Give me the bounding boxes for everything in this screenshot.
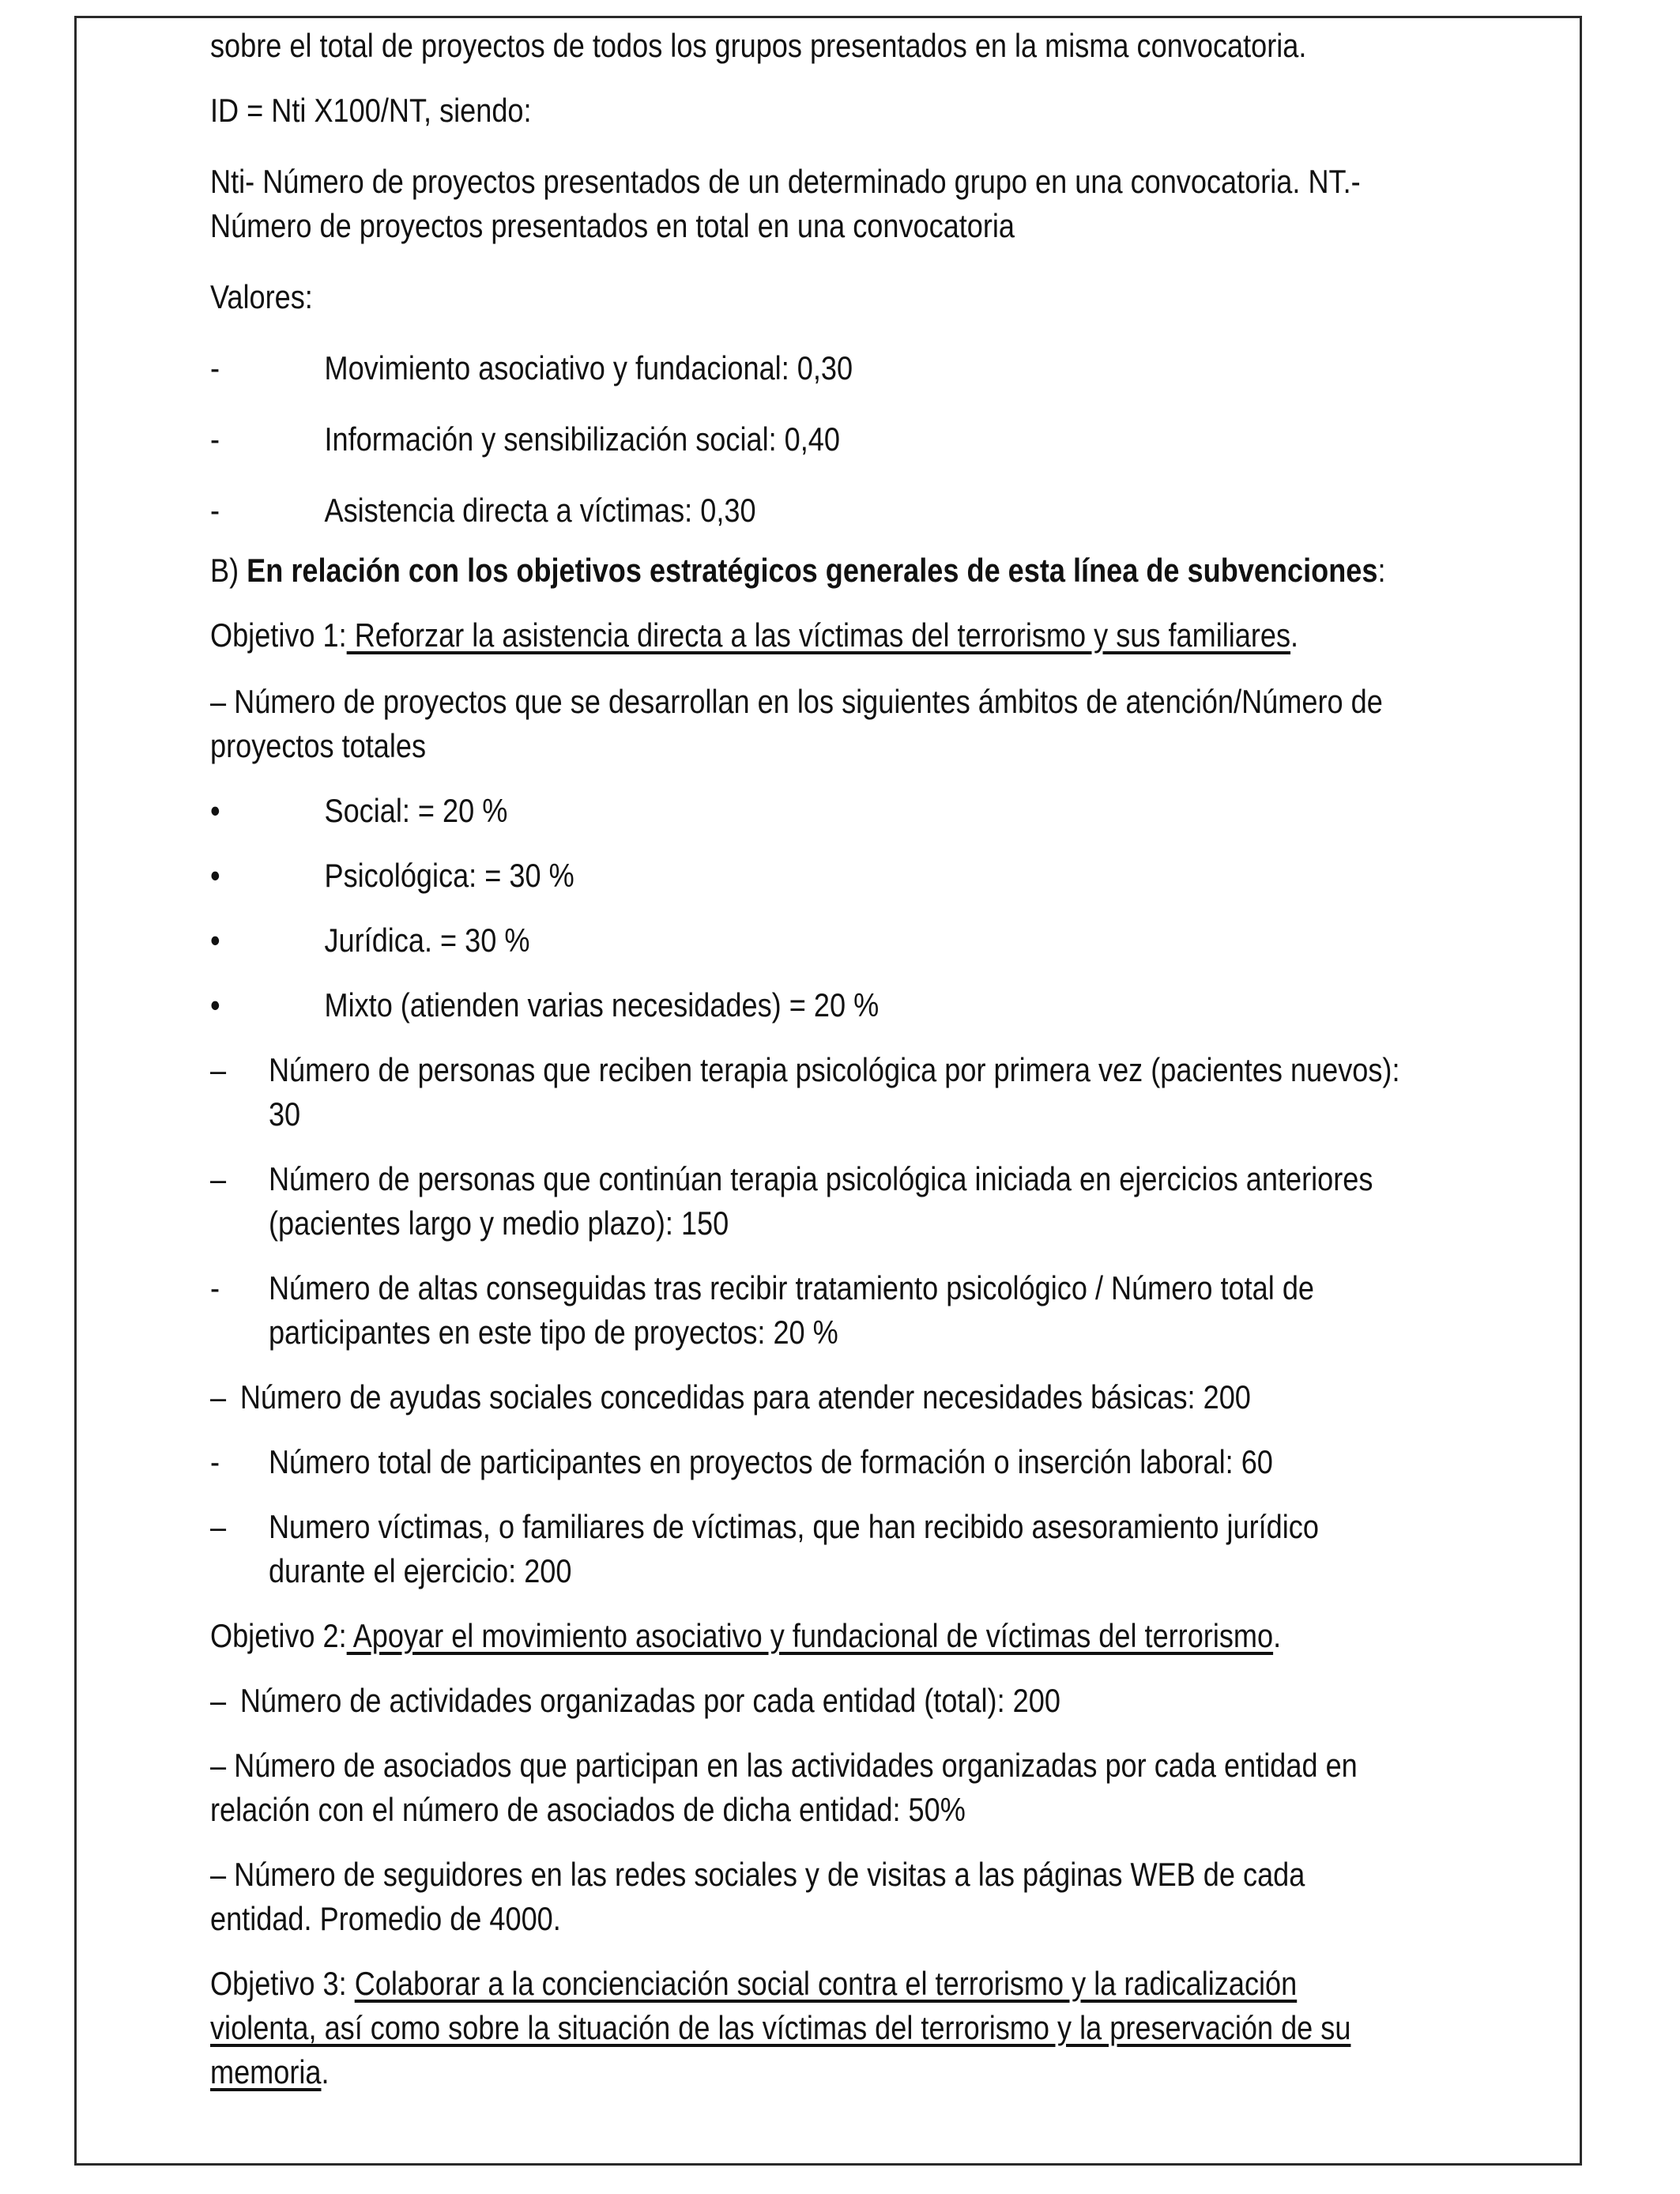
- bullet-marker: •: [210, 792, 220, 829]
- objetivo-3-end: .: [321, 2053, 330, 2090]
- ambito-text: Psicológica: = 30 %: [324, 857, 574, 894]
- formula-line: ID = Nti X100/NT, siendo:: [210, 92, 532, 129]
- valor-item: [210, 346, 1569, 390]
- ambito-text: Mixto (atienden varias necesidades) = 20 %: [324, 986, 880, 1023]
- valores-label: Valores:: [210, 278, 313, 315]
- objetivo-2-end: .: [1273, 1617, 1282, 1654]
- objetivo-1-title: Reforzar la asistencia directa a las víctimas del terrorismo y sus familiares: [346, 616, 1291, 654]
- objetivo-3-title: Colaborar a la concienciación social contra el terrorismo y la radicalización violenta, así como sobre la situación de las víctimas del terrorismo y la preservación de su memoria: [210, 1965, 1351, 2090]
- dash-marker: –: [210, 1682, 227, 1719]
- section-b-prefix: B): [210, 552, 247, 589]
- objetivo-1-label: Objetivo 1:: [210, 616, 347, 654]
- section-b-title: En relación con los objetivos estratégicos generales de esta línea de subvenciones: [247, 552, 1378, 589]
- bullet-marker: •: [210, 857, 220, 894]
- indicador-text: Número de altas conseguidas tras recibir tratamiento psicológico / Número total de participantes en este tipo de proyectos: 20 %: [268, 1269, 1315, 1351]
- indicador-item: [210, 1440, 1407, 1484]
- dash-marker: -: [210, 1443, 220, 1480]
- indicador-item: [210, 1157, 1407, 1246]
- indicador-item: [210, 1048, 1407, 1137]
- ambito-item: [210, 854, 1569, 898]
- document-content: [210, 24, 1569, 2121]
- dash-marker: -: [210, 420, 220, 458]
- objetivo-1-intro: – Número de proyectos que se desarrollan en los siguientes ámbitos de atención/Número de proyectos totales: [210, 683, 1383, 764]
- ambito-item: [210, 983, 1569, 1027]
- dash-marker: -: [210, 1269, 220, 1306]
- ambito-item: [210, 789, 1569, 833]
- valor-text: Información y sensibilización social: 0,40: [324, 420, 840, 458]
- actividades-text: Número de actividades organizadas por cada entidad (total): 200: [239, 1682, 1060, 1719]
- dash-marker: -: [210, 492, 220, 529]
- dash-marker: –: [210, 1160, 227, 1197]
- indicador-item: [210, 1505, 1407, 1593]
- valor-item: [210, 417, 1569, 462]
- seguidores-paragraph: – Número de seguidores en las redes sociales y de visitas a las páginas WEB de cada entidad. Promedio de 4000.: [210, 1856, 1305, 1937]
- objetivo-1-heading: [210, 613, 1569, 658]
- bullet-marker: •: [210, 922, 220, 959]
- objetivo-2-label: Objetivo 2:: [210, 1617, 347, 1654]
- ambito-text: Social: = 20 %: [324, 792, 508, 829]
- intro-line: sobre el total de proyectos de todos los grupos presentados en la misma convocatoria.: [210, 27, 1307, 64]
- asociados-paragraph: – Número de asociados que participan en las actividades organizadas por cada entidad en relación con el número de asociados de dicha entidad: 50%: [210, 1747, 1358, 1828]
- ayudas-item: [210, 1375, 1569, 1419]
- bullet-marker: •: [210, 986, 220, 1023]
- indicador-text: Número de personas que continúan terapia psicológica iniciada en ejercicios anteriores (pacientes largo y medio plazo): 150: [268, 1160, 1373, 1242]
- objetivo-1-end: .: [1290, 616, 1299, 654]
- ayudas-text: Número de ayudas sociales concedidas para atender necesidades básicas: 200: [239, 1378, 1251, 1416]
- indicador-text: Numero víctimas, o familiares de víctimas, que han recibido asesoramiento jurídico durante el ejercicio: 200: [268, 1508, 1319, 1589]
- section-b-suffix: :: [1377, 552, 1386, 589]
- section-b-heading: [210, 548, 1569, 593]
- objetivo-2-title: Apoyar el movimiento asociativo y fundacional de víctimas del terrorismo: [346, 1617, 1274, 1654]
- dash-marker: –: [210, 1378, 227, 1416]
- valor-text: Movimiento asociativo y fundacional: 0,30: [324, 349, 853, 386]
- indicador-item: [210, 1266, 1407, 1355]
- indicador-text: Número total de participantes en proyectos de formación o inserción laboral: 60: [268, 1443, 1273, 1480]
- definitions-paragraph: Nti- Número de proyectos presentados de un determinado grupo en una convocatoria. NT.- Número de proyectos presentados en total en una convocatoria: [210, 163, 1361, 244]
- dash-marker: –: [210, 1051, 227, 1088]
- actividades-item: [210, 1679, 1569, 1723]
- objetivo-2-heading: [210, 1614, 1569, 1658]
- valor-text: Asistencia directa a víctimas: 0,30: [324, 492, 756, 529]
- ambito-item: [210, 918, 1569, 963]
- valor-item: [210, 488, 1569, 533]
- objetivo-3-heading: [210, 1962, 1386, 2094]
- ambito-text: Jurídica. = 30 %: [324, 922, 530, 959]
- dash-marker: -: [210, 349, 220, 386]
- objetivo-3-label: Objetivo 3:: [210, 1965, 355, 2002]
- indicador-text: Número de personas que reciben terapia psicológica por primera vez (pacientes nuevos): 30: [268, 1051, 1400, 1133]
- dash-marker: –: [210, 1508, 227, 1545]
